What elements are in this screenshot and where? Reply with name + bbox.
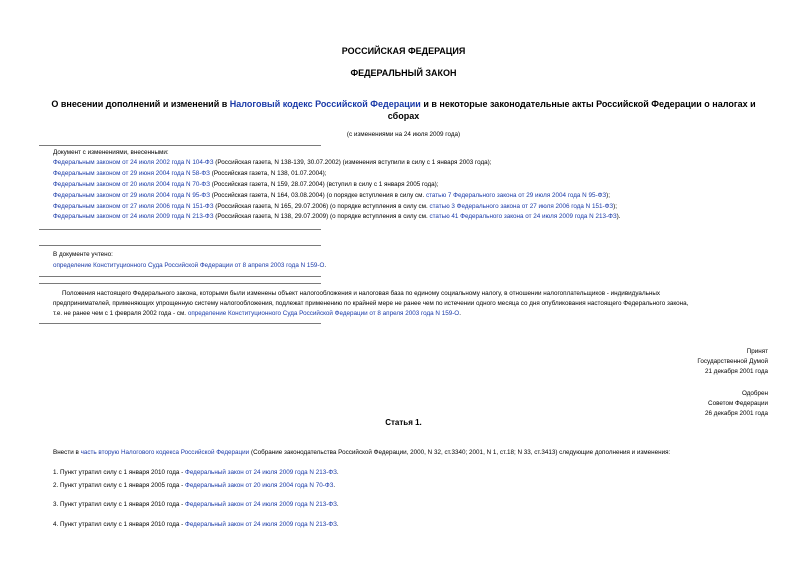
divider	[39, 283, 321, 284]
repeal-law-link[interactable]: Федеральный закон от 24 июля 2009 года N 213-ФЗ	[185, 469, 337, 476]
law-title-part2: и в некоторые законодательные акты Российской Федерации о налогах и	[420, 99, 756, 109]
court-ruling-link[interactable]: определение Конституционного Суда Российской Федерации от 8 апреля 2003 года N 159-О	[53, 262, 325, 269]
divider	[39, 145, 321, 146]
article-ref-link[interactable]: статью 3 Федерального закона от 27 июля 2006 года N 151-ФЗ	[429, 203, 614, 210]
point-tail: .	[336, 521, 339, 528]
article-title: Статья 1.	[385, 418, 422, 427]
change-item-text: (Российская газета, N 138, 01.07.2004);	[209, 170, 327, 177]
considered-tail: .	[324, 262, 327, 269]
article-point	[53, 500, 339, 510]
change-law-link[interactable]: Федеральным законом от 24 июля 2009 года N 213-ФЗ	[53, 213, 214, 220]
change-item-tail: );	[613, 203, 618, 210]
note-line3-tail: .	[459, 310, 461, 317]
law-title-part1: О внесении дополнений и изменений в	[51, 99, 230, 109]
change-item	[53, 212, 621, 222]
changes-intro: Документ с изменениями, внесенными:	[53, 149, 169, 156]
change-item-text: (Российская газета, N 159, 28.07.2004) (вступил в силу с 1 января 2005 года);	[210, 181, 439, 188]
considered-item	[53, 261, 326, 271]
divider	[39, 276, 321, 277]
law-title	[40, 98, 767, 110]
adopted-date: 21 декабря 2001 года	[705, 368, 768, 375]
adopted-block	[697, 347, 768, 377]
tax-code-link[interactable]: Налоговый кодекс Российской Федерации	[229, 99, 421, 109]
point-text: 2. Пункт утратил силу с 1 января 2005 года -	[53, 482, 186, 489]
change-law-link[interactable]: Федеральным законом от 29 июля 2004 года N 95-ФЗ	[53, 192, 211, 199]
change-law-link[interactable]: Федеральным законом от 29 июня 2004 года N 58-ФЗ	[53, 170, 210, 177]
note-line2: предпринимателей, применяющих упрощенную систему налогообложения, подлежат применению по крайней мере не ранее чем по истечении одного месяца со дня опубликования настоящего Федерального закона,	[53, 300, 689, 307]
point-tail: .	[333, 482, 336, 489]
note-line3	[53, 309, 461, 319]
change-item-text: (Российская газета, N 164, 03.08.2004) (о порядке вступления в силу см.	[210, 192, 426, 199]
article-ref-link[interactable]: статью 7 Федерального закона от 29 июля 2004 года N 95-ФЗ	[425, 192, 607, 199]
approved-body: Советом Федерации	[708, 400, 768, 407]
amended-note: (с изменениями на 24 июля 2009 года)	[346, 131, 461, 138]
considered-intro: В документе учтено:	[53, 251, 113, 258]
article-ref-link[interactable]: статью 41 Федерального закона от 24 июля 2009 года N 213-ФЗ	[429, 213, 617, 220]
change-item-text: (Российская газета, N 165, 29.07.2006) (о порядке вступления в силу см.	[213, 203, 430, 210]
change-law-link[interactable]: Федеральным законом от 20 июля 2004 года N 70-ФЗ	[53, 181, 211, 188]
tax-code-part2-link[interactable]: часть вторую Налогового кодекса Российской Федерации	[80, 449, 250, 456]
repeal-law-link[interactable]: Федеральный закон от 24 июля 2009 года N 213-ФЗ	[185, 501, 337, 508]
point-tail: .	[336, 469, 339, 476]
change-item-tail: );	[606, 192, 611, 199]
adopted-label: Принят	[746, 348, 768, 355]
note-line3-prefix: т.е. не ранее чем с 1 февраля 2002 года - см.	[53, 310, 188, 317]
note-line1: Положения настоящего Федерального закона, которыми были изменены объект налогообложения и налоговая база по единому социальному налогу, в отношении налогоплательщиков - индивидуальных	[62, 290, 661, 297]
article-intro-prefix: Внести в	[53, 449, 81, 456]
point-text: 3. Пункт утратил силу с 1 января 2010 года -	[53, 501, 186, 508]
change-item	[53, 169, 326, 179]
change-law-link[interactable]: Федеральным законом от 27 июля 2006 года N 151-ФЗ	[53, 203, 214, 210]
change-item-tail: ).	[616, 213, 621, 220]
country-heading: РОССИЙСКАЯ ФЕДЕРАЦИЯ	[341, 46, 466, 56]
repeal-law-link[interactable]: Федеральный закон от 20 июля 2004 года N 70-ФЗ	[185, 482, 334, 489]
divider	[39, 245, 321, 246]
change-law-link[interactable]: Федеральным законом от 24 июля 2002 года N 104-ФЗ	[53, 159, 214, 166]
point-text: 4. Пункт утратил силу с 1 января 2010 года -	[53, 521, 186, 528]
approved-block	[705, 389, 768, 419]
approved-label: Одобрен	[741, 390, 768, 397]
article-point	[53, 468, 339, 478]
repeal-law-link[interactable]: Федеральный закон от 24 июля 2009 года N 213-ФЗ	[185, 521, 337, 528]
article-intro-tail: (Собрание законодательства Российской Федерации, 2000, N 32, ст.3340; 2001, N 1, ст.18; N 33, ст.3413) следующие дополнения и изменения:	[249, 449, 671, 456]
article-point	[53, 481, 335, 491]
change-item	[53, 180, 439, 190]
adopted-body: Государственной Думой	[697, 358, 768, 365]
point-text: 1. Пункт утратил силу с 1 января 2010 года -	[53, 469, 186, 476]
change-item	[53, 191, 610, 201]
article-intro	[53, 448, 670, 458]
court-ruling-link[interactable]: определение Конституционного Суда Российской Федерации от 8 апреля 2003 года N 159-О	[187, 310, 460, 317]
approved-date: 26 декабря 2001 года	[705, 410, 768, 417]
doc-type-heading: ФЕДЕРАЛЬНЫЙ ЗАКОН	[350, 68, 457, 78]
point-tail: .	[336, 501, 339, 508]
divider	[39, 229, 321, 230]
law-title-line2: сборах	[387, 111, 420, 121]
change-item-text: (Российская газета, N 138-139, 30.07.2002) (изменения вступили в силу с 1 января 2003 года);	[213, 159, 492, 166]
article-point	[53, 520, 339, 530]
change-item	[53, 158, 492, 168]
change-item	[53, 202, 617, 212]
change-item-text: (Российская газета, N 138, 29.07.2009) (о порядке вступления в силу см.	[213, 213, 430, 220]
divider	[39, 323, 321, 324]
